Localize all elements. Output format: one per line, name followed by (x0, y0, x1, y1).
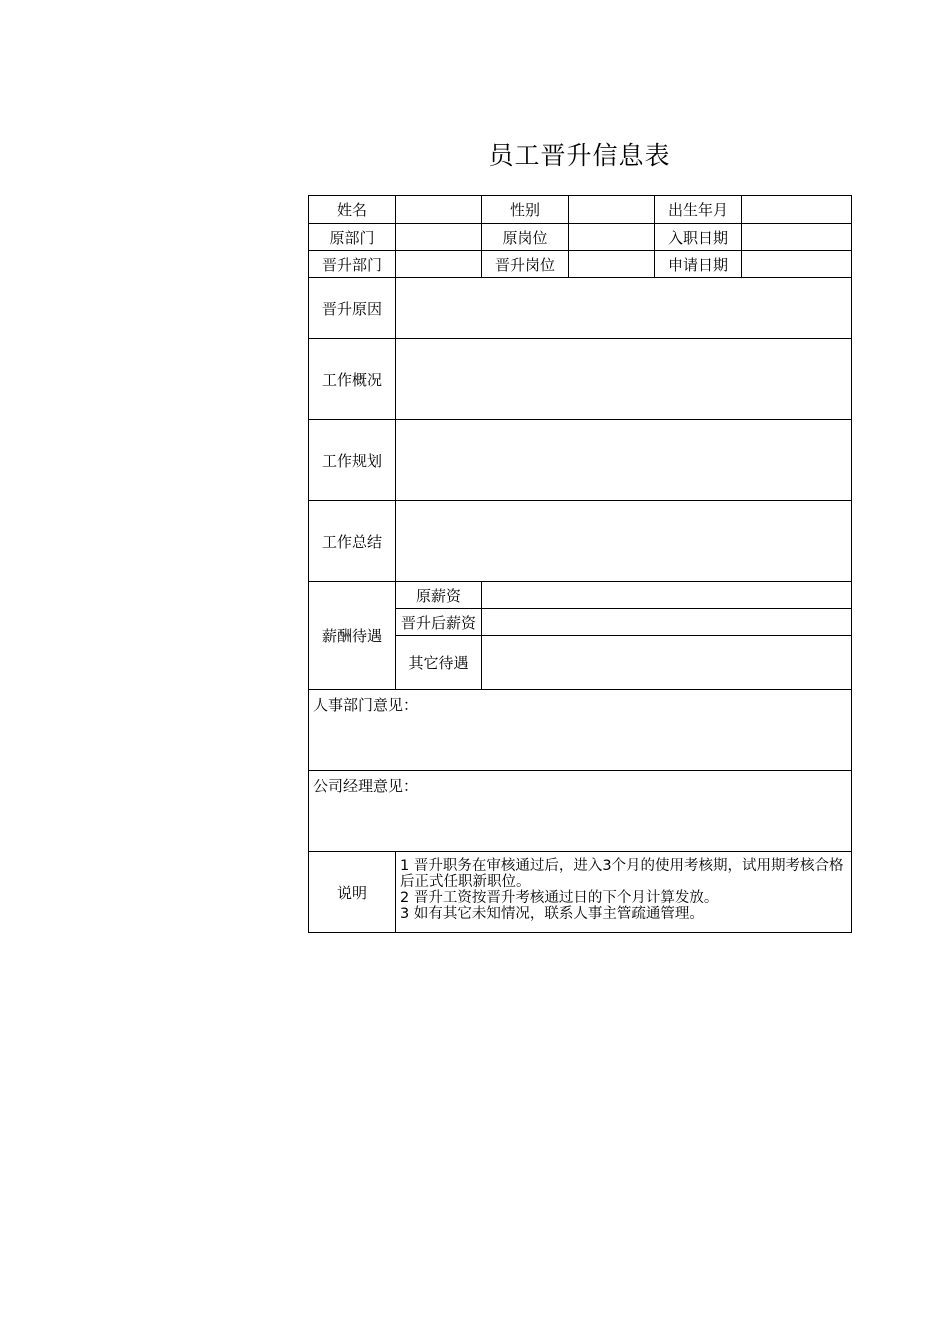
plan-label: 工作规划 (309, 420, 396, 501)
apply-date-label: 申请日期 (655, 251, 742, 278)
manager-opinion-label: 公司经理意见： (313, 777, 419, 795)
table-row (309, 278, 852, 339)
note-line: 3 如有其它未知情况，联系人事主管疏通管理。 (400, 906, 704, 922)
table-row (309, 501, 852, 582)
table-row (309, 251, 852, 278)
name-label: 姓名 (309, 196, 396, 224)
other-benefits-label: 其它待遇 (396, 636, 482, 690)
page-title: 员工晋升信息表 (488, 141, 671, 170)
overview-label: 工作概况 (309, 339, 396, 420)
after-salary-field[interactable] (482, 609, 852, 636)
birth-value[interactable] (742, 196, 852, 224)
summary-field[interactable] (396, 501, 852, 582)
overview-field[interactable] (396, 339, 852, 420)
original-salary-field[interactable] (482, 582, 852, 609)
table-row (309, 771, 852, 852)
original-salary-label: 原薪资 (396, 582, 482, 609)
notes-content (396, 852, 852, 933)
promotion-form-table (308, 195, 852, 933)
table-row (309, 339, 852, 420)
orig-dept-value[interactable] (396, 224, 482, 251)
hr-opinion-label: 人事部门意见： (313, 696, 419, 714)
apply-date-value[interactable] (742, 251, 852, 278)
join-date-value[interactable] (742, 224, 852, 251)
promo-dept-label: 晋升部门 (309, 251, 396, 278)
note-line: 2 晋升工资按晋升考核通过日的下个月计算发放。 (400, 890, 719, 906)
reason-field[interactable] (396, 278, 852, 339)
table-row (309, 582, 852, 609)
notes-label: 说明 (309, 852, 396, 933)
table-row (309, 690, 852, 771)
table-row (309, 852, 852, 933)
hr-opinion-field[interactable] (309, 690, 852, 771)
name-value[interactable] (396, 196, 482, 224)
gender-label: 性别 (482, 196, 569, 224)
table-row (309, 420, 852, 501)
orig-post-value[interactable] (569, 224, 655, 251)
plan-field[interactable] (396, 420, 852, 501)
manager-opinion-field[interactable] (309, 771, 852, 852)
promo-post-label: 晋升岗位 (482, 251, 569, 278)
summary-label: 工作总结 (309, 501, 396, 582)
other-benefits-field[interactable] (482, 636, 852, 690)
salary-label: 薪酬待遇 (309, 582, 396, 690)
gender-value[interactable] (569, 196, 655, 224)
birth-label: 出生年月 (655, 196, 742, 224)
table-row (309, 196, 852, 224)
orig-post-label: 原岗位 (482, 224, 569, 251)
promo-dept-value[interactable] (396, 251, 482, 278)
orig-dept-label: 原部门 (309, 224, 396, 251)
join-date-label: 入职日期 (655, 224, 742, 251)
table-row (309, 224, 852, 251)
note-line: 1 晋升职务在审核通过后，进入3个月的使用考核期，试用期考核合格后正式任职新职位。 (400, 858, 844, 890)
reason-label: 晋升原因 (309, 278, 396, 339)
after-salary-label: 晋升后薪资 (396, 609, 482, 636)
promo-post-value[interactable] (569, 251, 655, 278)
